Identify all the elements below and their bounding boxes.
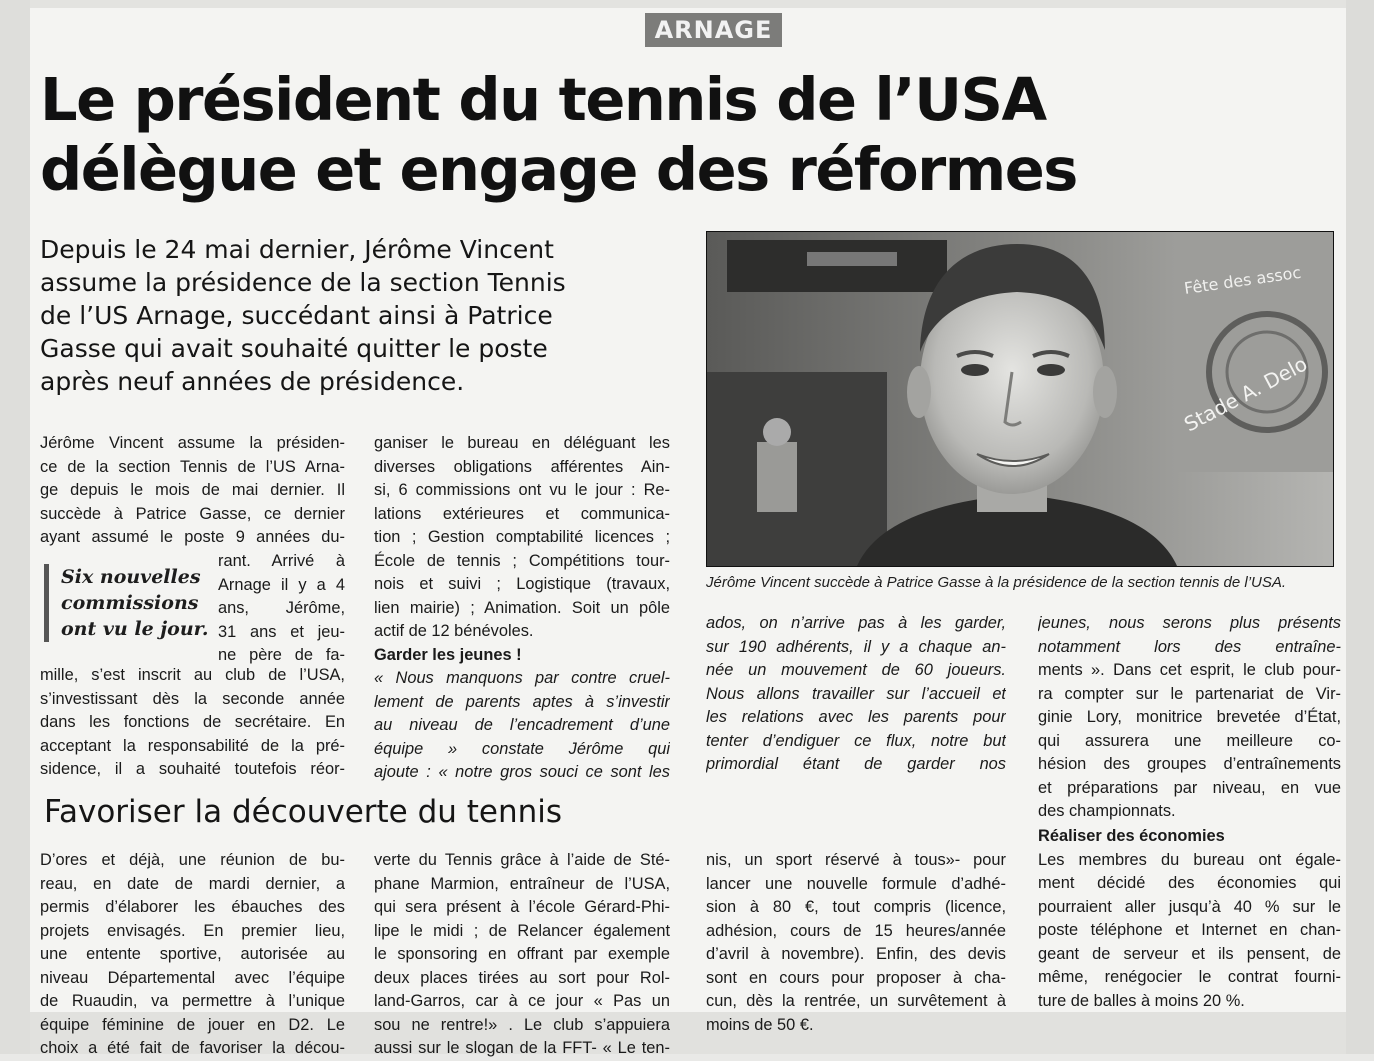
body-line: une entente sportive, autorisée au — [40, 945, 345, 963]
body-line: ture de balles à moins 20 %. — [1038, 991, 1245, 1010]
body-line: de Ruaudin, va permettre à l’unique — [40, 992, 345, 1010]
body-line: aussi sur le slogan de la FFT- « Le ten- — [374, 1039, 670, 1057]
body-line: projets envisagés. En premier lieu, — [40, 921, 345, 940]
body-line: deux places tirées au sort pour Rol- — [374, 968, 670, 987]
body-line: ganiser le bureau en déléguant les — [374, 434, 670, 452]
body-line: moins de 50 €. — [706, 1015, 814, 1034]
body-line: rant. Arrivé à — [218, 552, 345, 570]
body-line: des championnats. — [1038, 802, 1176, 820]
body-line: ne père de fa- — [218, 646, 345, 664]
section-kicker: ARNAGE — [645, 13, 782, 47]
body-line: actif de 12 bénévoles. — [374, 622, 534, 640]
lead-line: Depuis le 24 mai dernier, Jérôme Vincent — [40, 235, 554, 264]
body-line: ginie Lory, monitrice brevetée d’État, — [1038, 708, 1341, 726]
quote-line: équipe » constate Jérôme qui — [374, 739, 670, 758]
body-line: qui assurera une meilleure co- — [1038, 731, 1341, 750]
lead-paragraph — [40, 233, 700, 398]
quote-line: née un mouvement de 60 joueurs. — [706, 661, 1006, 679]
body-line: sont en cours pour proposer à cha- — [706, 968, 1006, 987]
quote-line: tenter d’endiguer ce flux, notre but — [706, 731, 1006, 750]
body-line: équipe féminine de jouer en D2. Le — [40, 1015, 345, 1034]
subheading: Favoriser la découverte du tennis — [44, 794, 563, 830]
body-line: ra compter sur le partenariat de Vir- — [1038, 684, 1341, 703]
body-line: École de tennis ; Compétitions tour- — [374, 551, 670, 570]
quote-line: Nous allons travailler sur l’accueil et — [706, 684, 1006, 703]
body-line: D’ores et déjà, une réunion de bu- — [40, 851, 345, 869]
body-line: phane Marmion, entraîneur de l’USA, — [374, 874, 670, 893]
body-line: Les membres du bureau ont égale- — [1038, 850, 1341, 869]
body-column-2 — [374, 432, 670, 785]
banner-text: Fête des assoc — [1182, 262, 1303, 298]
stade-sign-text: Stade A. Delo — [1180, 351, 1312, 437]
body-line: poste téléphone et Internet en chan- — [1038, 921, 1341, 939]
body-line: hésion des groupes d’entraînements — [1038, 755, 1341, 773]
body-line: mille, s’est inscrit au club de l’USA, — [40, 666, 345, 684]
lead-line: après neuf années de présidence. — [40, 367, 465, 396]
headline-line: délègue et engage des réformes — [40, 135, 1077, 204]
pull-quote — [44, 564, 221, 642]
quote-line: « Nous manquons par contre cruel- — [374, 669, 670, 687]
body-line: cun, dès la rentrée, un survêtement à — [706, 992, 1006, 1010]
quote-line: sur 190 adhérents, il y a chaque an- — [706, 637, 1006, 656]
body-line: geant de serveur et ils pensent, de — [1038, 944, 1341, 963]
body-line: land-Garros, car à ce jour « Pas un — [374, 992, 670, 1010]
body-line: ge depuis le mois de mai dernier. Il — [40, 481, 345, 499]
body-line: diverses obligations afférentes Ain- — [374, 457, 670, 476]
body-line: d’avril à novembre). Enfin, des devis — [706, 945, 1006, 963]
body-column-5a — [40, 849, 345, 1061]
body-line: lations extérieures et communica- — [374, 504, 670, 523]
body-line: verte du Tennis grâce à l’aide de Sté- — [374, 851, 670, 869]
headline — [40, 66, 1100, 206]
body-column-5c — [706, 849, 1006, 1037]
body-line: dans les fonctions de secrétaire. En — [40, 713, 345, 731]
body-column-1-top — [40, 432, 345, 550]
body-line: reau, en date de mardi dernier, a — [40, 874, 345, 893]
interhead-garder-les-jeunes: Garder les jeunes ! — [374, 645, 522, 664]
body-line: succède à Patrice Gasse, ce dernier — [40, 504, 345, 523]
portrait-photo — [706, 231, 1334, 567]
quote-line: les relations avec les parents pour — [706, 708, 1006, 726]
body-line: choix a été fait de favoriser la décou- — [40, 1039, 345, 1057]
body-line: lancer une nouvelle formule d’adhé- — [706, 874, 1006, 893]
body-line: acceptant la responsabilité de la pré- — [40, 736, 345, 755]
body-line: tion ; Gestion comptabilité licences ; — [374, 528, 670, 546]
body-line: sion à 80 €, tout compris (licence, — [706, 898, 1006, 916]
headline-line: Le président du tennis de l’USA — [40, 65, 1046, 134]
body-line: ayant assumé le poste 9 années du- — [40, 528, 345, 546]
quote-line: primordial étant de garder nos — [706, 755, 1006, 773]
body-line: 31 ans et jeu- — [218, 622, 345, 641]
body-line: ments ». Dans cet esprit, le club pour- — [1038, 661, 1341, 679]
body-column-5b — [374, 849, 670, 1061]
photo-caption: Jérôme Vincent succède à Patrice Gasse à la présidence de la section tennis de l’USA. — [706, 574, 1287, 591]
body-line: lipe le midi ; de Relancer également — [374, 921, 670, 940]
body-line: même, renégocier le contrat fourni- — [1038, 968, 1341, 986]
body-line: ment décidé des économies qui — [1038, 874, 1341, 892]
body-line: permis d’élaborer les ébauches des — [40, 898, 345, 916]
pull-quote-line: ont vu le jour. — [61, 618, 209, 640]
body-line: pourraient aller jusqu’à 40 % sur le — [1038, 897, 1341, 916]
quote-line: ados, on n’arrive pas à les garder, — [706, 614, 1006, 632]
body-line: qui sera présent à l’école Gérard-Phi- — [374, 898, 670, 916]
neighbour-article-left — [0, 0, 30, 1054]
lead-line: assume la présidence de la section Tennis — [40, 268, 566, 297]
body-column-4 — [1038, 612, 1341, 824]
pull-quote-line: Six nouvelles — [61, 566, 201, 588]
body-line: ce de la section Tennis de l’US Arna- — [40, 457, 345, 476]
quote-line: ajoute : « notre gros souci ce sont les — [374, 763, 670, 781]
quote-line: jeunes, nous serons plus présents — [1038, 614, 1341, 632]
pull-quote-line: commissions — [61, 592, 199, 614]
body-column-1-bottom — [40, 664, 345, 782]
neighbour-article-right — [1346, 0, 1374, 1054]
body-line: adhésion, cours de 15 heures/année — [706, 921, 1006, 940]
body-line: niveau Départemental avec l’équipe — [40, 968, 345, 987]
body-line: lien mairie) ; Animation. Soit un pôle — [374, 598, 670, 617]
body-line: le sponsoring en offrant par exemple — [374, 945, 670, 963]
body-column-3 — [706, 612, 1006, 777]
quote-line: notamment lors des entraîne- — [1038, 637, 1341, 656]
body-line: nois et suivi ; Logistique (travaux, — [374, 575, 670, 593]
portrait-illustration — [707, 232, 1333, 566]
lead-line: de l’US Arnage, succédant ainsi à Patrice — [40, 301, 553, 330]
interhead-realiser-des-economies: Réaliser des économies — [1038, 827, 1225, 845]
body-line: nis, un sport réservé à tous»- pour — [706, 851, 1006, 869]
body-line: Arnage il y a 4 — [218, 575, 345, 594]
lead-line: Gasse qui avait souhaité quitter le poste — [40, 334, 548, 363]
body-column-5d — [1038, 825, 1341, 1013]
newspaper-article — [30, 8, 1346, 1057]
body-line: ans, Jérôme, — [218, 599, 345, 617]
body-line: si, 6 commissions ont vu le jour : Re- — [374, 481, 670, 499]
body-line: sou ne rentre!» . Le club s’appuiera — [374, 1015, 670, 1034]
body-column-1-wrap — [218, 550, 345, 668]
quote-line: au niveau de l’encadrement d’une — [374, 716, 670, 734]
quote-line: lement de parents aptes à s’investir — [374, 692, 670, 711]
body-line: Jérôme Vincent assume la présiden- — [40, 434, 345, 452]
body-line: sidence, il a souhaité toutefois réor- — [40, 760, 345, 778]
body-line: et préparations par niveau, en vue — [1038, 778, 1341, 797]
body-line: s’investissant dès la seconde année — [40, 689, 345, 708]
